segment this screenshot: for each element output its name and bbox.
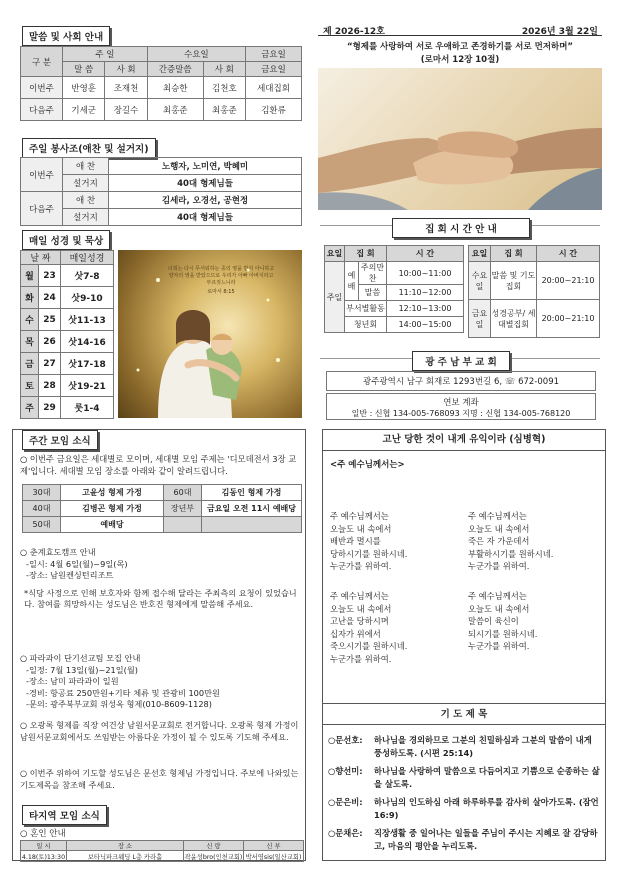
- issue-number: 제 2026-12호: [323, 27, 385, 37]
- sub-header: 사 회: [203, 62, 245, 77]
- camp-line: -일시: 4월 6일(월)~9일(목): [26, 558, 128, 569]
- cell: 금요일 오전 11시 예배당: [202, 501, 302, 517]
- cell: 설거지: [63, 175, 109, 192]
- wedding-table: [20, 840, 304, 862]
- weekly-news-intro: ○ 이번주 금요일은 세대별로 모이며, 세대별 모임 주제는 '디모데전서 3장 교제'입니다. 세대별 모임 장소를 아래와 같이 알려드립니다.: [20, 454, 297, 476]
- daily-bible-table: [20, 250, 114, 419]
- meditation-reference: 로마서 8:15: [207, 289, 235, 295]
- worship-label: 예배: [345, 262, 359, 301]
- lyric-line: 오늘도 내 속에서: [468, 523, 530, 534]
- cell: 김병곤 형제 가정: [61, 501, 164, 517]
- cell: 29: [39, 397, 61, 419]
- prayer-item: [328, 734, 600, 759]
- lyric-line: 누군가를 위하여.: [330, 561, 392, 571]
- cell: 애 찬: [63, 192, 109, 209]
- generation-groups-table: [22, 484, 302, 533]
- lyric-line: 누군가를 위하여.: [468, 641, 530, 651]
- wednesday-header: 수요일: [147, 47, 245, 62]
- cell: 60대: [164, 485, 202, 501]
- header-cell: 장 소: [67, 841, 184, 851]
- table-row: [21, 265, 114, 287]
- cell: 기세군: [63, 99, 105, 121]
- other-news-title: 타지역 모임 소식: [22, 805, 107, 825]
- mission-notice: [20, 653, 302, 711]
- cell: 김세라, 오경선, 공현정: [109, 192, 302, 209]
- lyric-line: 죽은 자 가운데서: [468, 536, 530, 546]
- row-label: 다음주: [21, 99, 63, 121]
- cell: 20:00~21:10: [537, 300, 600, 338]
- cell: 주의만찬: [359, 262, 387, 285]
- mission-line: -장소: 남미 파라과이 일원: [26, 676, 119, 686]
- cell: 김천호: [203, 77, 245, 99]
- cell: 26: [39, 331, 61, 353]
- cell: 삿19-21: [61, 375, 114, 397]
- header-cell: 시 간: [537, 246, 600, 262]
- camp-line: -장소: 남원켄싱턴리조트: [26, 570, 114, 580]
- cell: 27: [39, 353, 61, 375]
- header-divider: [318, 35, 602, 36]
- hymn-verse-4: [468, 590, 602, 653]
- cell: 14:00~15:00: [387, 317, 464, 333]
- prayer-text: 하나님을 사랑하여 말씀으로 다듬어지고 기쁨으로 순종하는 삶을 살도록.: [374, 766, 600, 789]
- hymn-subtitle: <주 예수님께서는>: [330, 460, 405, 470]
- cell: 화: [21, 287, 39, 309]
- header-cell: 신 부: [244, 841, 304, 851]
- hymn-title: 고난 당한 것이 내게 유익이라 (심병혁): [322, 429, 606, 451]
- prayer-name: ○문선호:: [328, 735, 363, 745]
- sub-header: 간증말씀: [147, 62, 203, 77]
- sermon-guide-title: 말씀 및 사회 안내: [22, 26, 110, 46]
- cell: 예배당: [61, 517, 164, 533]
- issue-date: 2026년 3월 22일: [521, 27, 598, 37]
- transfer-notice: ○ 오광록 형제를 직장 여건상 남원서문교회로 전거합니다. 오광록 형제 가정이 남원서문교회에서도 쓰임받는 아름다운 가정이 될 수 있도록 기도해 주세요.: [20, 720, 299, 742]
- cell: 박서영sis(일산교회): [244, 851, 304, 862]
- cell: 장길수: [105, 99, 147, 121]
- cell: 월: [21, 265, 39, 287]
- account-title: 연보 계좌: [443, 398, 479, 408]
- lyric-line: 누군가를 위하여.: [468, 561, 530, 571]
- service-team-table: [20, 157, 302, 226]
- cell: 조재천: [105, 77, 147, 99]
- meditation-image: [118, 250, 302, 418]
- prayer-name: ○문은비:: [328, 797, 363, 807]
- cell: 40대 형제님들: [109, 209, 302, 226]
- cell: 금: [21, 353, 39, 375]
- header-cell: 시 간: [387, 246, 464, 262]
- cell: 25: [39, 309, 61, 331]
- sub-header: 금요일: [246, 62, 302, 77]
- header-cell: 집 회: [491, 246, 537, 262]
- prayer-title: 기 도 제 목: [322, 703, 606, 725]
- friday-header: 금요일: [246, 47, 302, 62]
- cell: 말씀 및 기도집회: [491, 262, 537, 300]
- lyric-line: 오늘도 내 속에서: [330, 603, 392, 614]
- prayer-family-notice: ○ 이번주 위하여 기도할 성도님은 문선호 형제님 가정입니다. 주보에 나와있는 기도제목을 참조해 주세요.: [20, 768, 299, 790]
- meeting-times-left-table: [324, 245, 464, 333]
- cell: 40대: [23, 501, 61, 517]
- lyric-line: 오늘도 내 속에서: [330, 523, 392, 534]
- prayer-name: ○문채은:: [328, 828, 363, 838]
- sub-header: 말 씀: [63, 62, 105, 77]
- hands-image: [318, 68, 602, 210]
- hymn-verse-3: [330, 590, 460, 665]
- cell: 최홍준: [147, 99, 203, 121]
- cell: 11:10~12:00: [387, 285, 464, 301]
- mission-line: -일정: 7월 13일(월)~21일(월): [26, 664, 138, 675]
- lyric-line: 주 예수님께서는: [468, 591, 527, 601]
- cell: 곽윤성bro(인천교회): [184, 851, 244, 862]
- mission-line: -문의: 광주북부교회 위성옥 형제(010-8609-1128): [26, 699, 212, 709]
- hymn-verse-1: [330, 510, 460, 573]
- row-label: 이번주: [21, 77, 63, 99]
- cell: 최승한: [147, 77, 203, 99]
- cell: 주: [21, 397, 39, 419]
- cell: 목: [21, 331, 39, 353]
- cell: 노행자, 노미연, 박혜미: [109, 158, 302, 175]
- cell: 삿9-10: [61, 287, 114, 309]
- prayer-item: [328, 796, 600, 821]
- header-cell: 요일: [325, 246, 345, 262]
- cell: 부서별활동: [345, 301, 387, 317]
- sub-header: 사 회: [105, 62, 147, 77]
- date-header: 날 짜: [21, 251, 61, 265]
- lyric-line: 주 예수님께서는: [330, 511, 389, 521]
- cell: 40대 형제님들: [109, 175, 302, 192]
- service-team-title: 주일 봉사조(애찬 및 설거지): [22, 138, 156, 158]
- reading-header: 매일성경: [61, 251, 114, 265]
- meeting-times-right-table: [468, 245, 600, 338]
- cell: 세대집회: [246, 77, 302, 99]
- lyric-line: 주 예수님께서는: [330, 591, 389, 601]
- lyric-line: 죽으시기를 원하시네.: [330, 641, 408, 651]
- prayer-name: ○향선미:: [328, 766, 363, 776]
- cell: 토: [21, 375, 39, 397]
- lyric-line: 말씀이 육신이: [468, 616, 519, 626]
- sunday-header: 주 일: [63, 47, 148, 62]
- cell: 룻1-4: [61, 397, 114, 419]
- cell: 보타닉파크웨딩 L층 카라홀: [67, 851, 184, 862]
- cell: 고윤성 형제 가정: [61, 485, 164, 501]
- cell: 10:00~11:00: [387, 262, 464, 285]
- mission-title: ○ 파라과이 단기선교팀 모집 안내: [20, 653, 141, 663]
- lyric-line: 고난을 당하시며: [330, 616, 389, 626]
- prayer-item: [328, 765, 600, 790]
- cell: 20:00~21:10: [537, 262, 600, 300]
- sermon-guide-table: [20, 46, 302, 121]
- header-cell: 일 시: [21, 841, 67, 851]
- table-row: [21, 331, 114, 353]
- cell: 김동인 형제 가정: [202, 485, 302, 501]
- table-row: [21, 397, 114, 419]
- cell: 설거지: [63, 209, 109, 226]
- cell: 김환류: [246, 99, 302, 121]
- prayer-text: 하나님의 인도하심 아래 하루하루를 감사히 살아가도록. (잠언 16:9): [374, 797, 599, 820]
- cell: 24: [39, 287, 61, 309]
- church-address: 광주광역시 남구 회재로 1293번길 6, ☏ 672-0091: [326, 371, 596, 391]
- lyric-line: 누군가를 위하여.: [330, 653, 392, 664]
- table-row: [21, 287, 114, 309]
- table-row: [21, 375, 114, 397]
- lyric-line: 십자가 위에서: [330, 628, 381, 639]
- cell: 장년부: [164, 501, 202, 517]
- cell: 28: [39, 375, 61, 397]
- cell: 최홍준: [203, 99, 245, 121]
- lyric-line: 오늘도 내 속에서: [468, 603, 530, 614]
- row-label: 다음주: [21, 192, 63, 226]
- prayer-text: 하나님을 경외하므로 그분의 친밀하심과 그분의 말씀이 내게 풍성하도록. (시편 25:14): [374, 735, 592, 758]
- theme-verse: “형제를 사랑하여 서로 우애하고 존경하기를 서로 먼저하며”: [347, 42, 573, 52]
- lyric-line: 되시기를 원하시네.: [468, 628, 538, 639]
- meeting-times-title: 집 회 시 간 안 내: [392, 218, 530, 238]
- cell: 23: [39, 265, 61, 287]
- cell: [164, 517, 202, 533]
- table-row: [21, 99, 302, 121]
- cell: 말씀: [359, 285, 387, 301]
- lyric-line: 부활하시기를 원하시네.: [468, 548, 554, 559]
- table-row: [21, 77, 302, 99]
- cell: 30대: [23, 485, 61, 501]
- camp-title: ○ 춘계효도캠프 안내: [20, 547, 96, 557]
- weekly-news-title: 주간 모임 소식: [22, 430, 98, 450]
- meditation-caption: 너희는 다시 무서워하는 종의 영을 받지 아니하고 양자의 영을 받았으므로 우리가 아빠 아버지라고 부르짖느니라: [167, 266, 275, 286]
- hands-illustration: [318, 68, 602, 210]
- camp-notice: [20, 547, 302, 611]
- header-cell: 집 회: [345, 246, 387, 262]
- mission-line: -경비: 항공료 250만원+기타 체류 및 관광비 100만원: [26, 687, 220, 698]
- row-label: 이번주: [21, 158, 63, 192]
- cell: 성경공부/ 세대별집회: [491, 300, 537, 338]
- prayer-item: [328, 827, 600, 852]
- table-row: [21, 353, 114, 375]
- account-numbers: 일반 : 신협 134-005-768093 지명 : 신협 134-005-768120: [351, 409, 571, 418]
- cell: 삿11-13: [61, 309, 114, 331]
- sunday-label: 주일: [325, 262, 345, 333]
- cell: 반영훈: [63, 77, 105, 99]
- daily-bible-title: 매일 성경 및 묵상: [22, 230, 110, 250]
- cell: 삿17-18: [61, 353, 114, 375]
- category-header: 구 분: [21, 47, 63, 77]
- cell: 삿14-16: [61, 331, 114, 353]
- header-cell: 신 랑: [184, 841, 244, 851]
- theme-reference: (로마서 12장 10절): [420, 55, 500, 65]
- cell: 4.18(토)13:30: [21, 851, 67, 862]
- cell: 애 찬: [63, 158, 109, 175]
- cell: 삿7-8: [61, 265, 114, 287]
- cell: 12:10~13:00: [387, 301, 464, 317]
- cell: 수: [21, 309, 39, 331]
- cell: 금요일: [469, 300, 491, 338]
- hymn-verse-2: [468, 510, 602, 573]
- lyric-line: 주 예수님께서는: [468, 511, 527, 521]
- table-row: [21, 309, 114, 331]
- wedding-title: ○ 혼인 안내: [20, 829, 66, 839]
- lyric-line: 당하시기를 원하시네.: [330, 548, 408, 559]
- cell: 50대: [23, 517, 61, 533]
- offering-accounts: [326, 393, 596, 420]
- cell: 수요일: [469, 262, 491, 300]
- cell: [202, 517, 302, 533]
- prayer-text: 직장생활 중 일어나는 일들을 주님이 주시는 지혜로 잘 감당하고, 마음의 평안을 누리도록.: [374, 828, 598, 851]
- camp-note: *식당 사정으로 인해 보호자와 함께 접수해 달라는 주최측의 요청이 있었습니다. 참여를 희망하시는 성도님은 반호진 형제에게 말씀해 주세요.: [24, 587, 297, 609]
- header-cell: 요일: [469, 246, 491, 262]
- lyric-line: 배반과 멸시를: [330, 536, 381, 546]
- cell: 청년회: [345, 317, 387, 333]
- church-name: 광 주 남 부 교 회: [412, 351, 510, 371]
